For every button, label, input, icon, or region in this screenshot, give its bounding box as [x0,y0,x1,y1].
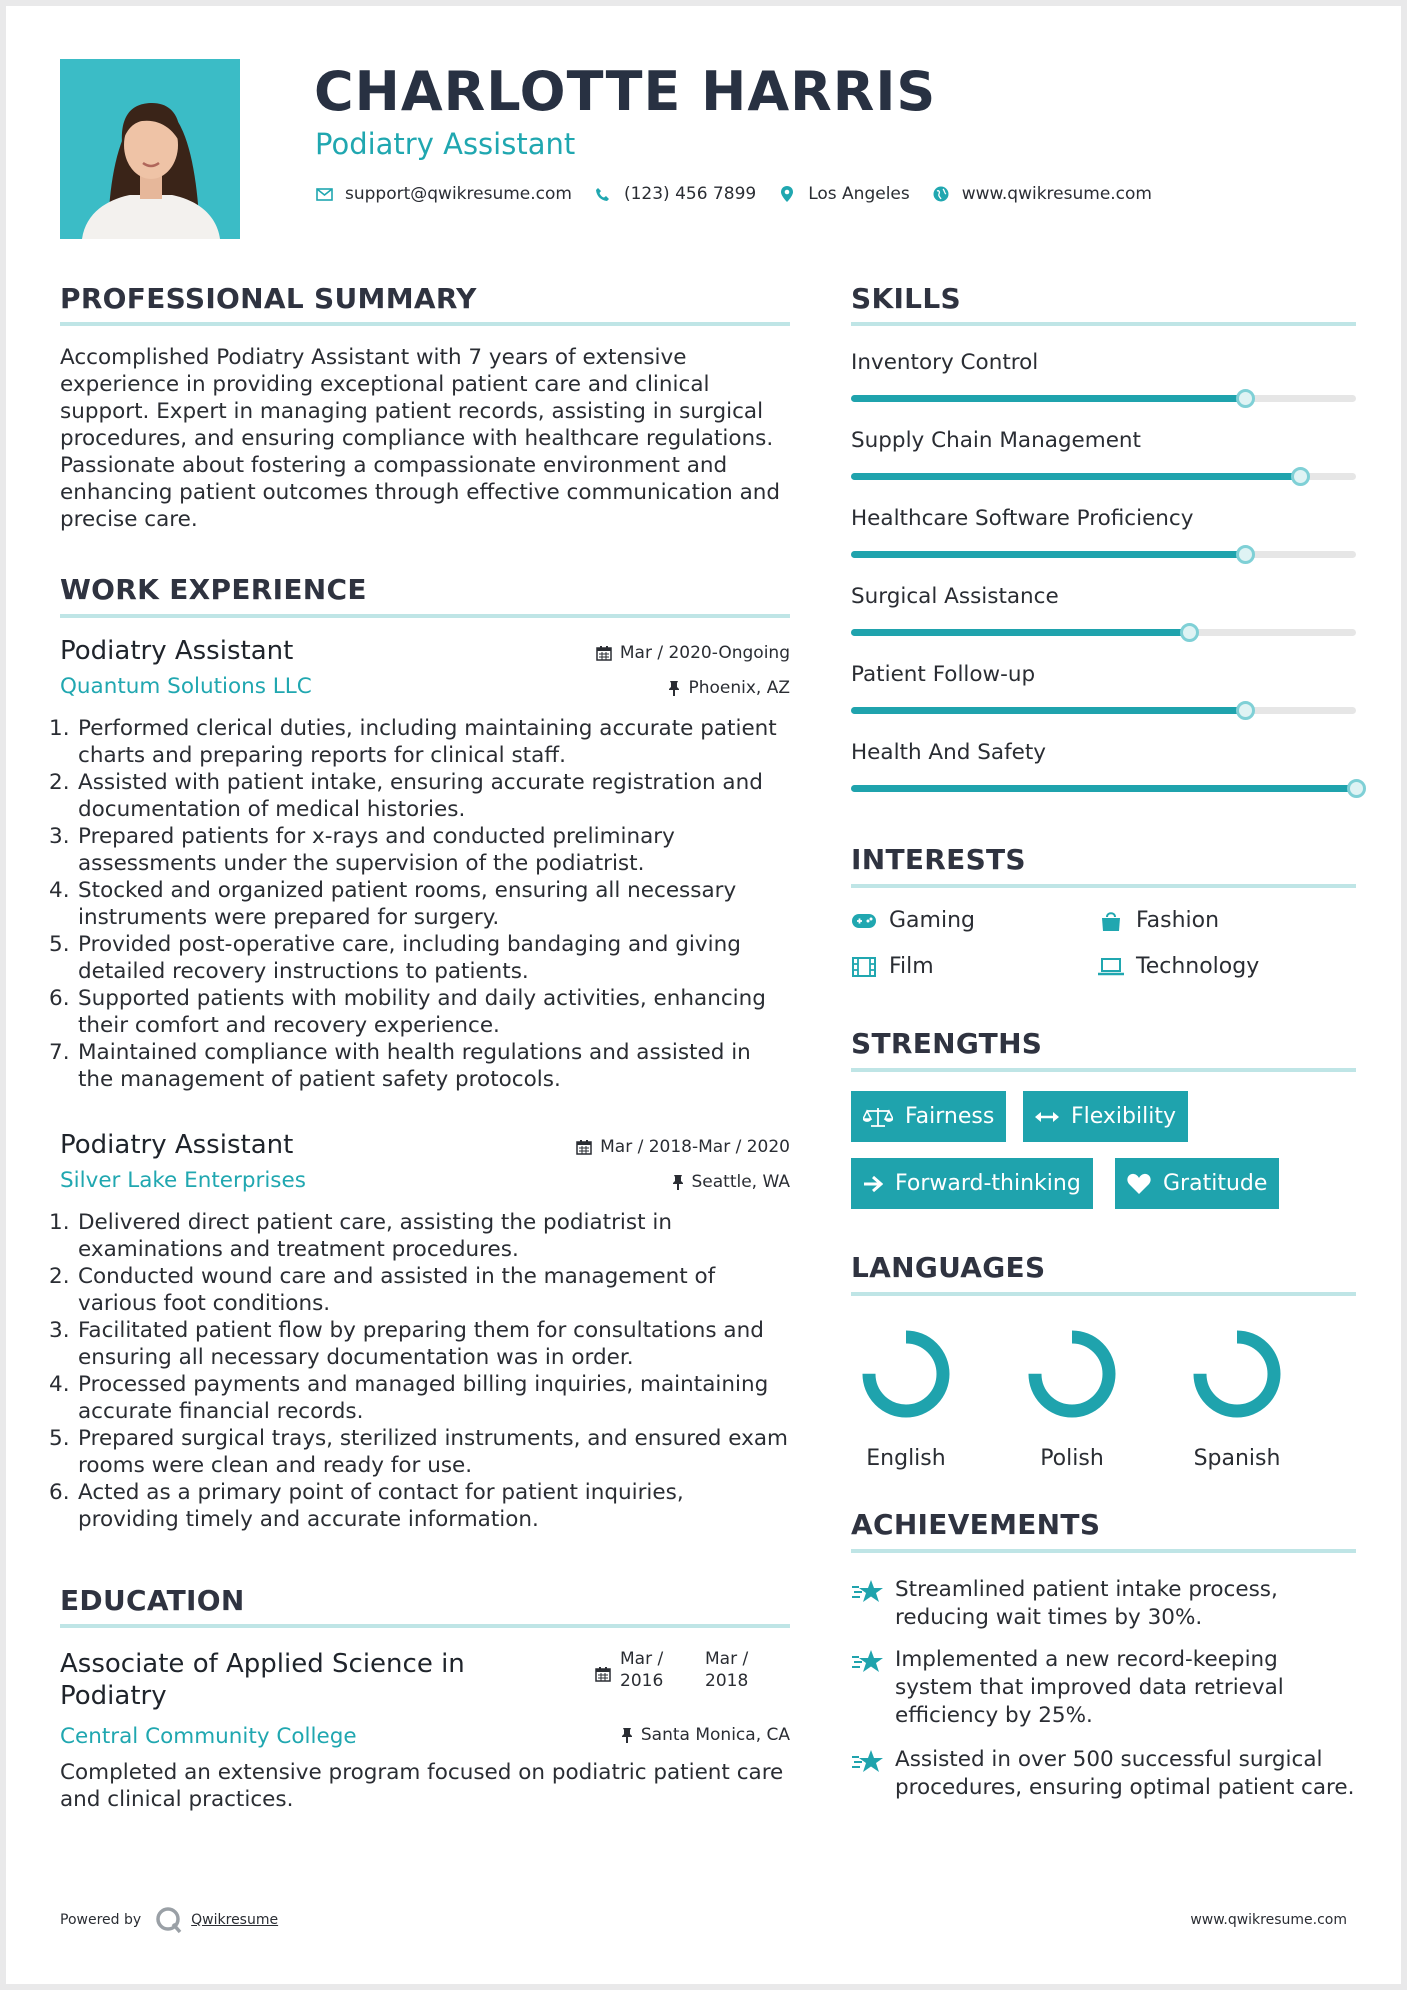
arrow-right-icon [863,1175,883,1193]
skill-label: Healthcare Software Proficiency [851,506,1194,531]
strength-label: Fairness [905,1104,995,1129]
skill-bar-fill [851,551,1245,558]
language-item [836,1324,976,1471]
achievement-text: Assisted in over 500 successful surgical procedures, ensuring optimal patient care. [895,1747,1355,1800]
job-company: Quantum Solutions LLC [60,674,312,699]
skill-bar [851,629,1356,636]
skill-label: Surgical Assistance [851,584,1059,609]
interest-item [851,954,934,979]
language-label: Spanish [1193,1446,1281,1471]
job-bullets [60,715,790,1093]
achievement-item [851,1576,1356,1632]
education-end-month: Mar / [705,1649,749,1669]
job-bullet: Performed clerical duties, including maintaining accurate patient charts and preparing reports for clinical staff. [78,716,777,768]
summary-rule [60,322,790,326]
job-title: Podiatry Assistant [60,1130,294,1160]
education-start-date [620,1648,663,1692]
skills-heading: SKILLS [851,282,961,315]
qwikresume-logo-icon [155,1906,183,1934]
resume-page [6,6,1401,1984]
strength-badge [851,1158,1093,1209]
summary-text: Accomplished Podiatry Assistant with 7 years of extensive experience in providing exceptional patient care and clinical support. Expert in managing patient records, assisting in surgical procedures, and ensuring compliance with healthcare regulations. Passionate about fostering a compassionate environment and enhancing patient outcomes through effective communication and precise care. [60,345,781,532]
language-item [1167,1324,1307,1471]
job-bullet: Conducted wound care and assisted in the management of various foot conditions. [78,1264,716,1316]
strength-label: Gratitude [1163,1171,1268,1196]
skill-bar-fill [851,629,1189,636]
skill-label: Health And Safety [851,740,1047,765]
job-dates-text: Mar / 2018-Mar / 2020 [600,1137,790,1157]
contact-bar [315,184,1174,204]
gamepad-icon [851,914,877,928]
contact-email[interactable]: support@qwikresume.com [345,184,572,204]
language-level-ring [1187,1324,1287,1424]
education-end-date [705,1648,748,1692]
interest-item [1098,954,1259,979]
language-level-ring [1022,1324,1122,1424]
summary-heading: PROFESSIONAL SUMMARY [60,282,477,315]
achievement-item [851,1746,1356,1802]
job-bullets [60,1209,790,1533]
skill-bar [851,551,1356,558]
job-company: Silver Lake Enterprises [60,1168,306,1193]
star-icon [851,1576,895,1632]
contact-phone[interactable]: (123) 456 7899 [623,184,757,204]
experience-rule [60,614,790,618]
skill-bar [851,707,1356,714]
pin-icon [672,1174,684,1190]
education-rule [60,1624,790,1628]
education-start-month: Mar / [620,1649,664,1669]
job-dates-text: Mar / 2020-Ongoing [619,643,790,663]
language-level-ring [856,1324,956,1424]
phone-icon [594,187,612,202]
shopping-bag-icon [1098,910,1124,932]
footer-url[interactable]: www.qwikresume.com [1190,1912,1347,1928]
skill-bar-knob [1180,623,1199,642]
interest-label: Technology [1136,954,1260,979]
job-bullet: Processed payments and managed billing inquiries, maintaining accurate financial records. [78,1372,769,1424]
contact-location: Los Angeles [808,184,910,204]
education-description: Completed an extensive program focused on podiatric patient care and clinical practices. [60,1760,784,1812]
achievement-text: Streamlined patient intake process, reducing wait times by 30%. [895,1577,1278,1630]
job-bullet: Supported patients with mobility and daily activities, enhancing their comfort and recovery experience. [78,986,766,1038]
heart-icon [1127,1173,1151,1194]
job-dates [576,1137,790,1157]
job-location [668,678,790,698]
balance-scale-icon [863,1106,893,1128]
skill-bar-fill [851,473,1300,480]
strength-badge [851,1091,1006,1142]
education-start-year: 2016 [620,1671,664,1691]
film-icon [851,957,877,977]
job-entry [60,636,790,1093]
skill-bar-knob [1236,701,1255,720]
experience-heading: WORK EXPERIENCE [60,573,367,606]
job-bullet: Facilitated patient flow by preparing them for consultations and ensuring all necessary documentation was in order. [78,1318,764,1370]
interest-label: Gaming [889,908,975,933]
language-item [1002,1324,1142,1471]
footer-powered-by [60,1906,278,1934]
strength-badge [1115,1158,1279,1209]
skill-bar-fill [851,785,1356,792]
education-end-year: 2018 [705,1671,749,1691]
globe-icon [932,186,950,202]
laptop-icon [1098,958,1124,976]
star-icon [851,1746,895,1802]
contact-website[interactable]: www.qwikresume.com [961,184,1152,204]
interest-label: Fashion [1136,908,1220,933]
skill-label: Supply Chain Management [851,428,1141,453]
candidate-title: Podiatry Assistant [315,127,576,161]
education-degree: Associate of Applied Science in Podiatry [60,1649,465,1711]
skill-bar-knob [1291,467,1310,486]
skills-rule [851,322,1356,326]
strength-label: Forward-thinking [895,1171,1081,1196]
language-label: Polish [1040,1446,1104,1471]
profile-photo [60,59,240,239]
skill-bar-fill [851,707,1245,714]
interest-item [851,908,975,933]
job-location [672,1172,791,1192]
job-bullet: Delivered direct patient care, assisting the podiatrist in examinations and treatment procedures. [78,1210,672,1262]
calendar-icon [576,1139,592,1155]
job-location-text: Seattle, WA [691,1172,790,1192]
achievements-heading: ACHIEVEMENTS [851,1508,1101,1541]
calendar-icon [595,1666,611,1682]
envelope-icon [315,188,333,201]
languages-rule [851,1292,1356,1296]
calendar-icon [596,645,612,661]
skill-bar-knob [1347,779,1366,798]
strength-label: Flexibility [1071,1104,1176,1129]
job-bullet: Assisted with patient intake, ensuring accurate registration and documentation of medical histories. [78,770,763,822]
skill-bar [851,785,1356,792]
job-dates [596,643,790,663]
education-location [621,1725,790,1745]
pin-icon [668,680,680,696]
map-marker-icon [778,186,796,202]
star-icon [851,1646,895,1730]
languages-heading: LANGUAGES [851,1251,1046,1284]
language-label: English [866,1446,946,1471]
skill-bar [851,473,1356,480]
skill-bar-fill [851,395,1245,402]
profile-photo-image [60,59,240,239]
interest-item [1098,908,1219,933]
education-entry [60,1648,790,1813]
skill-bar-knob [1236,545,1255,564]
job-title: Podiatry Assistant [60,636,294,666]
interests-rule [851,884,1356,888]
strengths-heading: STRENGTHS [851,1027,1043,1060]
skill-label: Inventory Control [851,350,1039,375]
candidate-name: CHARLOTTE HARRIS [314,60,937,123]
arrows-horizontal-icon [1035,1110,1059,1124]
job-bullet: Prepared patients for x-rays and conducted preliminary assessments under the supervision of the podiatrist. [78,824,675,876]
skill-bar-knob [1236,389,1255,408]
job-bullet: Maintained compliance with health regulations and assisted in the management of patient safety protocols. [78,1040,751,1092]
job-bullet: Acted as a primary point of contact for patient inquiries, providing timely and accurate information. [78,1480,684,1532]
strengths-rule [851,1068,1356,1072]
achievement-item [851,1646,1356,1730]
skill-label: Patient Follow-up [851,662,1036,687]
powered-by-label: Powered by [60,1912,142,1928]
strength-badge [1023,1091,1188,1142]
pin-icon [621,1727,633,1743]
qwikresume-link[interactable]: Qwikresume [191,1912,279,1928]
achievement-text: Implemented a new record-keeping system that improved data retrieval efficiency by 25%. [895,1647,1284,1728]
interests-heading: INTERESTS [851,843,1026,876]
job-bullet: Prepared surgical trays, sterilized instruments, and ensured exam rooms were clean and ready for use. [78,1426,788,1478]
job-bullet: Provided post-operative care, including bandaging and giving detailed recovery instructions to patients. [78,932,741,984]
achievements-rule [851,1549,1356,1553]
skill-bar [851,395,1356,402]
education-location-text: Santa Monica, CA [640,1725,790,1745]
job-bullet: Stocked and organized patient rooms, ensuring all necessary instruments were prepared for surgery. [78,878,737,930]
job-location-text: Phoenix, AZ [688,678,790,698]
education-school: Central Community College [60,1724,357,1749]
interest-label: Film [889,954,934,979]
job-entry [60,1130,790,1533]
education-heading: EDUCATION [60,1584,245,1617]
